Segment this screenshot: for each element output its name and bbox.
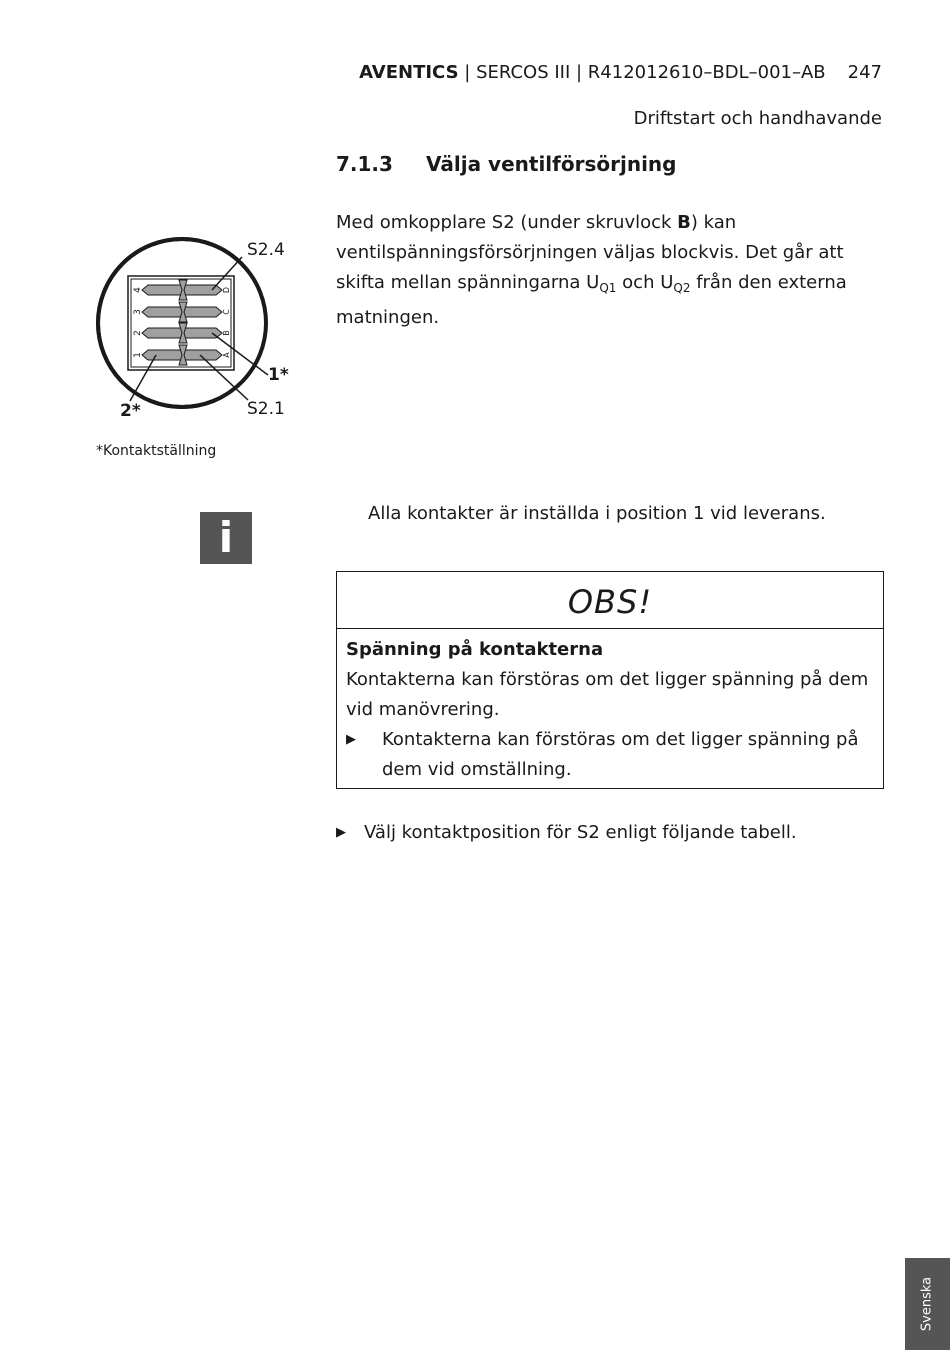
- notice-bullet-text: Kontakterna kan förstöras om det ligger spänning på dem vid omställning.: [382, 729, 859, 780]
- section-heading: [336, 152, 676, 176]
- section-title: Välja ventilförsörjning: [426, 152, 677, 176]
- header-section-name: Driftstart och handhavande: [633, 108, 882, 129]
- label-position-2: 2*: [120, 401, 141, 421]
- notice-body: [337, 629, 883, 785]
- subscript-q2: Q2: [673, 281, 691, 295]
- subscript-q1: Q1: [599, 281, 617, 295]
- paragraph-bold-b: B: [677, 212, 691, 233]
- header-brand: AVENTICS: [359, 62, 459, 83]
- label-position-1: 1*: [268, 365, 289, 385]
- page-header: [359, 62, 882, 83]
- dip-switch-diagram: [90, 228, 300, 428]
- switch-number-1: 1: [133, 352, 143, 358]
- triangle-bullet-icon: ▶: [336, 825, 346, 840]
- label-s24: S2.4: [247, 240, 285, 260]
- paragraph-text-3: och U: [616, 272, 674, 293]
- notice-bullet-item: [346, 725, 875, 785]
- figure-caption: *Kontaktställning: [96, 443, 217, 459]
- intro-paragraph: [336, 208, 896, 333]
- header-document-id: | SERCOS III | R412012610–BDL–001–AB: [458, 62, 826, 83]
- action-text: Välj kontaktposition för S2 enligt följande tabell.: [364, 822, 797, 843]
- switch-letter-D: D: [222, 286, 231, 294]
- switch-letter-A: A: [222, 352, 231, 358]
- switch-number-3: 3: [133, 309, 143, 315]
- switch-number-4: 4: [133, 287, 143, 293]
- notice-box: [336, 571, 884, 789]
- switch-letter-B: B: [222, 330, 231, 336]
- paragraph-text-4: från den externa matningen.: [336, 272, 847, 328]
- page-number: 247: [847, 62, 882, 83]
- info-icon: i: [200, 512, 252, 564]
- triangle-bullet-icon: ▶: [346, 732, 356, 747]
- switch-number-2: 2: [133, 330, 143, 336]
- paragraph-text-1: Med omkopplare S2 (under skruvlock: [336, 212, 678, 233]
- notice-title: OBS!: [337, 572, 883, 629]
- switch-letter-C: C: [222, 309, 231, 315]
- paragraph-text-2: ) kan ventilspänningsförsörjningen väljas blockvis. Det går att skifta mellan spänningarna U: [336, 212, 844, 293]
- language-tab: [905, 1258, 950, 1350]
- notice-subtitle: Spänning på kontakterna: [346, 639, 604, 660]
- label-s21: S2.1: [247, 399, 285, 419]
- section-number: 7.1.3: [336, 152, 393, 176]
- language-tab-label: Svenska: [919, 1276, 935, 1332]
- action-step: [336, 822, 797, 843]
- notice-description: Kontakterna kan förstöras om det ligger spänning på dem vid manövrering.: [346, 669, 869, 720]
- info-text: Alla kontakter är inställda i position 1 vid leverans.: [368, 503, 826, 524]
